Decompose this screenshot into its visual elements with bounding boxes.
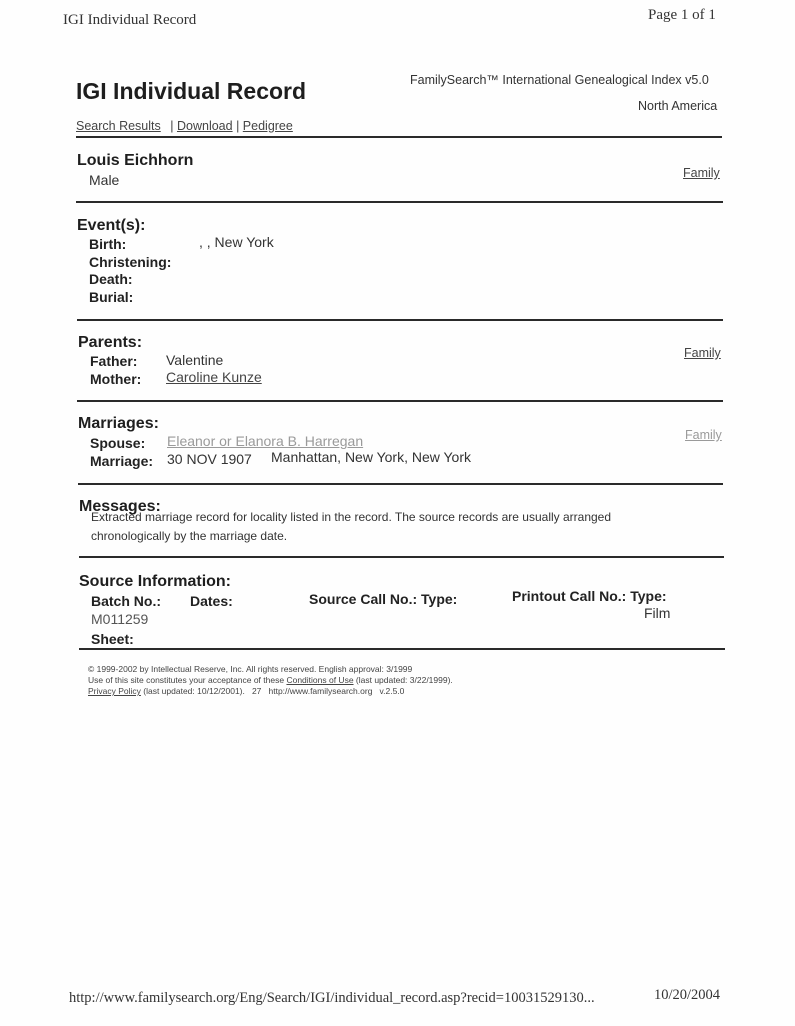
death-label: Death: [89, 271, 133, 287]
terms-text: Use of this site constitutes your acceptance of these [88, 675, 287, 685]
nav-links [76, 119, 293, 133]
printout-call-label: Printout Call No.: Type: [512, 588, 667, 604]
divider [79, 556, 724, 558]
divider [76, 136, 722, 138]
divider [77, 400, 723, 402]
region-label: North America [638, 99, 718, 113]
message-text-line1: Extracted marriage record for locality listed in the record. The source records are usually arranged [91, 510, 612, 524]
mother-link[interactable]: Caroline Kunze [166, 369, 262, 385]
source-heading: Source Information: [79, 573, 232, 590]
printout-type: Film [644, 605, 671, 621]
person-name: Louis Eichhorn [77, 152, 194, 169]
marriage-place: Manhattan, New York, New York [271, 449, 472, 465]
birth-label: Birth: [89, 236, 127, 252]
copyright-line: © 1999-2002 by Intellectual Reserve, Inc. All rights reserved. English approval: 3/1999 [88, 664, 413, 674]
print-header-page: Page 1 of 1 [648, 7, 716, 23]
dates-label: Dates: [190, 593, 233, 609]
parents-family-link[interactable]: Family [684, 346, 721, 360]
divider [77, 319, 723, 321]
messages-heading: Messages: [79, 498, 161, 515]
search-results-link[interactable]: Search Results [76, 119, 161, 133]
events-heading: Event(s): [77, 217, 146, 234]
marriages-heading: Marriages: [78, 415, 159, 432]
message-text-line2: chronologically by the marriage date. [91, 529, 288, 543]
conditions-of-use-link[interactable]: Conditions of Use [286, 675, 354, 685]
divider [78, 483, 723, 485]
marriages-family-link[interactable]: Family [685, 428, 722, 442]
father-value: Valentine [166, 352, 224, 368]
site-title: FamilySearch™ International Genealogical Index v5.0 [410, 73, 709, 87]
print-footer-date: 10/20/2004 [654, 987, 721, 1003]
privacy-policy-link[interactable]: Privacy Policy [88, 686, 141, 696]
privacy-line [88, 686, 404, 696]
batch-number: M011259 [91, 611, 149, 627]
batch-label: Batch No.: [91, 593, 161, 609]
spouse-link[interactable]: Eleanor or Elanora B. Harregan [167, 433, 364, 449]
birth-value: , , New York [199, 234, 274, 250]
person-sex: Male [89, 172, 120, 188]
nav-separator: | [170, 119, 174, 133]
print-footer-url: http://www.familysearch.org/Eng/Search/IGI/individual_record.asp?recid=10031529130... [69, 990, 595, 1006]
source-call-label: Source Call No.: Type: [309, 591, 458, 607]
divider [79, 648, 725, 650]
privacy-updated: (last updated: 10/12/2001). 27 http://www.familysearch.org v.2.5.0 [140, 686, 405, 696]
marriage-date: 30 NOV 1907 [167, 451, 252, 467]
pedigree-link[interactable]: Pedigree [242, 119, 293, 133]
burial-label: Burial: [89, 289, 134, 305]
divider [76, 201, 723, 203]
person-family-link[interactable]: Family [683, 166, 720, 180]
print-header-title: IGI Individual Record [63, 12, 197, 28]
marriage-label: Marriage: [90, 453, 154, 469]
spouse-label: Spouse: [90, 435, 146, 451]
page-title: IGI Individual Record [76, 78, 307, 104]
nav-separator: | [236, 119, 240, 133]
terms-line [88, 675, 453, 685]
mother-label: Mother: [90, 371, 142, 387]
parents-heading: Parents: [78, 334, 143, 351]
terms-updated: (last updated: 3/22/1999). [353, 675, 453, 685]
sheet-label: Sheet: [91, 631, 134, 647]
christening-label: Christening: [89, 254, 172, 270]
download-link[interactable]: Download [176, 119, 233, 133]
father-label: Father: [90, 353, 138, 369]
